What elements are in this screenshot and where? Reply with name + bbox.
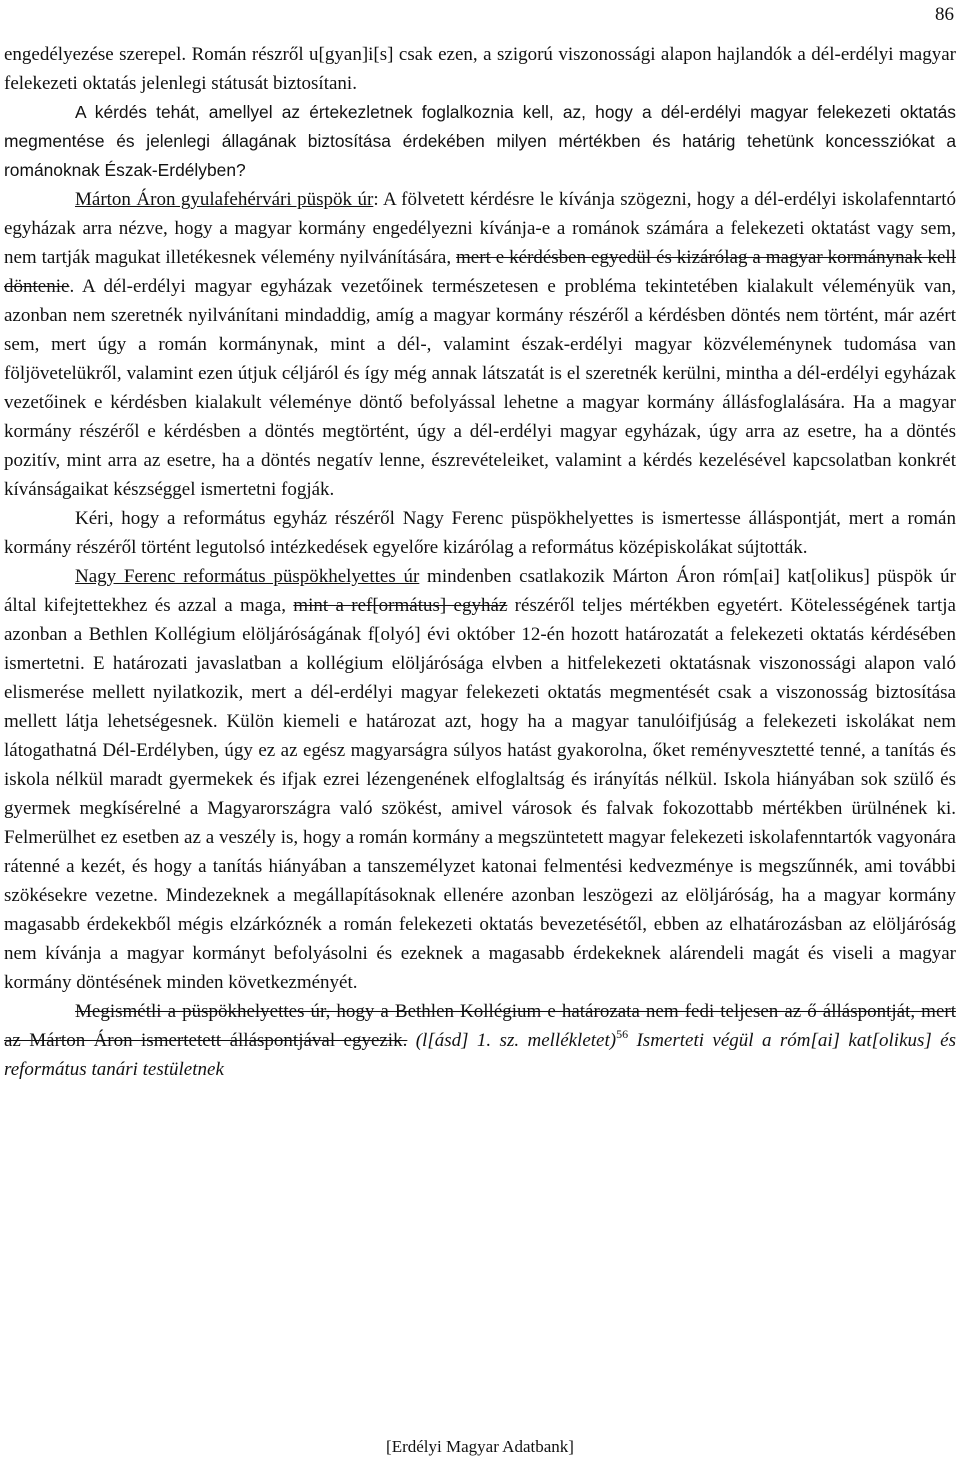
paragraph-5 <box>4 562 956 997</box>
page-number: 86 <box>935 4 954 25</box>
paragraph-3-text-b: . A dél-erdélyi magyar egyházak vezetőinek természetesen e probléma tekintetében kialakult véleményük van, azonban nem szeretnék nyilvánítani mindaddig, amíg a magyar kormány részéről a kérdésben döntés nem történt, már azért sem, mert úgy a román kormánynak, mint a dél-, valamint észak-erdélyi magyar közvéleménynek tudomása van följövetelükről, valamint ezen útjuk céljáról és így még annak látszatát is el szeretnék kerülni, mintha a dél-erdélyi egyházak vezetőinek e kérdésben kialakult véleménye döntő befolyással lehetne a magyar kormány állásfoglalására. Ha a magyar kormány részéről e kérdésben a döntés megtörtént, úgy a dél-erdélyi magyar egyházak, úgy arra az esetre, ha a döntés pozitív, mint arra az esetre, ha a döntés negatív lenne, észrevételeiket, valamint a kérdés kezelésével kapcsolatban konkrét kívánságaikat készséggel ismertetni fogják. <box>4 276 956 500</box>
paragraph-6 <box>4 997 956 1084</box>
paragraph-5-text-b: részéről teljes mértékben egyetért. Kötelességének tartja azonban a Bethlen Kollégium elöljáróságának f[olyó] évi október 12-én hozott határozatát a felekezeti oktatás kérdésében ismertetni. E határozati javaslatban a kollégium elöljárósága elvben a hitfelekezeti oktatásnak viszonossági alapon való elismerése mellett nyilatkozik, mert a dél-erdélyi magyar felekezeti oktatás megmentését csak a viszonosság biztosítása mellett látja lehetségesnek. Külön kiemeli e határozat azt, hogy ha a magyar tanulóifjúság a felekezeti iskolákat nem látogathatná Dél-Erdélyben, úgy ez az egész magyarságra súlyos hatást gyakorolna, őket reményvesztetté tenné, a tanítás és iskola nélkül maradt gyermekek és ifjak ezrei lézengenének elfoglaltság és irányítás nélkül. Iskola hiányában sok szülő és gyermek megkísérelné a Magyarországra való szökést, amivel városok és falvak fokozottabb mértékben ürülnének ki. Felmerülhet ez esetben az a veszély is, hogy a román kormány a megszüntetett magyar felekezeti iskolafenntartók vagyonára rátenné a kezét, és hogy a tanítás hiányában a tanszemélyzet katonai felmentési kedvezménye is megszűnnék, ami további szökésekre vezetne. Mindezeknek a megállapításoknak ellenére azonban leszögezi az elöljáróság, ha a magyar kormány magasabb érdekekből mégis elzárkóznék a román felekezeti oktatás bevezetésétől, ebben az elhatározásban az elöljáróság nem kívánja a magyar kormányt befolyásolni és ezeknek a magasabb érdekeknek alárendeli magát és viseli a magyar kormány döntésének minden következményét. <box>4 595 956 993</box>
struck-text: mert e kérdésben egyedül és kizárólag a magyar kormánynak kell döntenie <box>4 247 956 297</box>
paragraph-5-text-a: mindenben csatlakozik Márton Áron róm[ai] kat[olikus] püspök úr által kifejtettekhez és azzal a maga, <box>4 566 956 616</box>
paragraph-6-italic-a: (l[ásd] 1. sz. mellékletet) <box>407 1030 617 1051</box>
paragraph-3-text-a: : A fölvetett kérdésre le kívánja szögezni, hogy a dél-erdélyi iskolafenntartó egyházak arra nézve, hogy a magyar kormány engedélyezni kívánja-e a románok számára a felekezeti oktatást vagy sem, nem tartják magukat illetékesnek vélemény nyilvánítására, <box>4 189 956 268</box>
struck-text: mint a ref[ormátus] egyház <box>293 595 508 616</box>
speaker-nagy-ferenc: Nagy Ferenc református püspökhelyettes úr <box>75 566 420 587</box>
paragraph-4 <box>4 504 956 562</box>
paragraph-3 <box>4 185 956 504</box>
paragraph-2-text: A kérdés tehát, amellyel az értekezletnek foglalkoznia kell, az, hogy a dél-erdélyi magyar felekezeti oktatás megmentése és jelenlegi állagának biztosítása érdekében milyen mértékben és határig tehetünk koncessziókat a románoknak Észak-Erdélyben? <box>4 102 956 180</box>
page-footer: [Erdélyi Magyar Adatbank] <box>386 1437 574 1456</box>
paragraph-1 <box>4 40 956 98</box>
paragraph-2 <box>4 98 956 185</box>
footnote-reference: 56 <box>616 1027 629 1041</box>
struck-text: Megismétli a püspökhelyettes úr, hogy a Bethlen Kollégium e határozata nem fedi teljesen az ő álláspontját, mert az Márton Áron ismertetett álláspontjával egyezik. <box>4 1001 956 1051</box>
paragraph-4-text: Kéri, hogy a református egyház részéről Nagy Ferenc püspökhelyettes is ismertesse álláspontját, mert a román kormány részéről történt legutolsó intézkedések egyelőre kizárólag a református középiskolákat sújtották. <box>4 508 956 558</box>
paragraph-1-text: engedélyezése szerepel. Román részről u[gyan]i[s] csak ezen, a szigorú viszonossági alapon hajlandók a dél-erdélyi magyar felekezeti oktatás jelenlegi státusát biztosítani. <box>4 44 956 94</box>
speaker-marton-aron: Márton Áron gyulafehérvári püspök úr <box>75 189 374 210</box>
paragraph-6-italic-b: Ismerteti végül a róm[ai] kat[olikus] és református tanári testületnek <box>4 1030 957 1080</box>
document-body <box>4 40 956 1084</box>
